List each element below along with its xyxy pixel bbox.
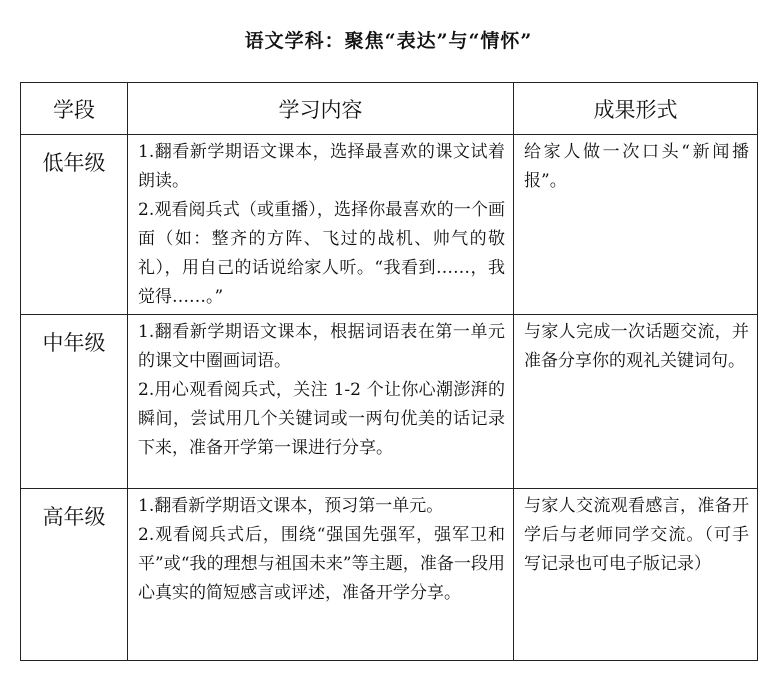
learning-plan-table — [20, 82, 758, 661]
outcome-text: 给家人做一次口头“新闻播报”。 — [524, 142, 749, 191]
content-item: 2.观看阅兵式后，围绕“强国先强军，强军卫和平”或“我的理想与祖国未来”等主题，准备一段用心真实的简短感言或评述，准备开学分享。 — [138, 525, 505, 603]
outcome-cell — [514, 135, 758, 315]
content-cell — [128, 489, 514, 661]
stage-cell: 中年级 — [21, 315, 128, 489]
header-outcome: 成果形式 — [514, 83, 758, 135]
table-row-lower-grade — [21, 135, 758, 315]
content-cell — [128, 315, 514, 489]
content-cell — [128, 135, 514, 315]
outcome-cell — [514, 315, 758, 489]
outcome-text: 与家人交流观看感言，准备开学后与老师同学交流。（可手写记录也可电子版记录） — [524, 496, 749, 574]
header-stage: 学段 — [21, 83, 128, 135]
outcome-cell — [514, 489, 758, 661]
content-item: 1.翻看新学期语文课本，根据词语表在第一单元的课文中圈画词语。 — [138, 322, 505, 371]
table-row-upper-grade — [21, 489, 758, 661]
content-item: 1.翻看新学期语文课本，预习第一单元。 — [138, 496, 444, 516]
stage-cell: 高年级 — [21, 489, 128, 661]
table-header-row — [21, 83, 758, 135]
content-item: 2.用心观看阅兵式，关注 1-2 个让你心潮澎湃的瞬间，尝试用几个关键词或一两句优美的话记录下来，准备开学第一课进行分享。 — [138, 380, 505, 458]
document-title: 语文学科：聚焦“表达”与“情怀” — [244, 30, 533, 52]
table-row-middle-grade — [21, 315, 758, 489]
header-content: 学习内容 — [128, 83, 514, 135]
outcome-text: 与家人完成一次话题交流，并准备分享你的观礼关键词句。 — [524, 322, 749, 371]
stage-cell: 低年级 — [21, 135, 128, 315]
content-item: 1.翻看新学期语文课本，选择最喜欢的课文试着朗读。 — [138, 142, 505, 191]
content-item: 2.观看阅兵式（或重播），选择你最喜欢的一个画面（如：整齐的方阵、飞过的战机、帅气的敬礼），用自己的话说给家人听。“我看到……，我觉得……。” — [138, 200, 505, 307]
